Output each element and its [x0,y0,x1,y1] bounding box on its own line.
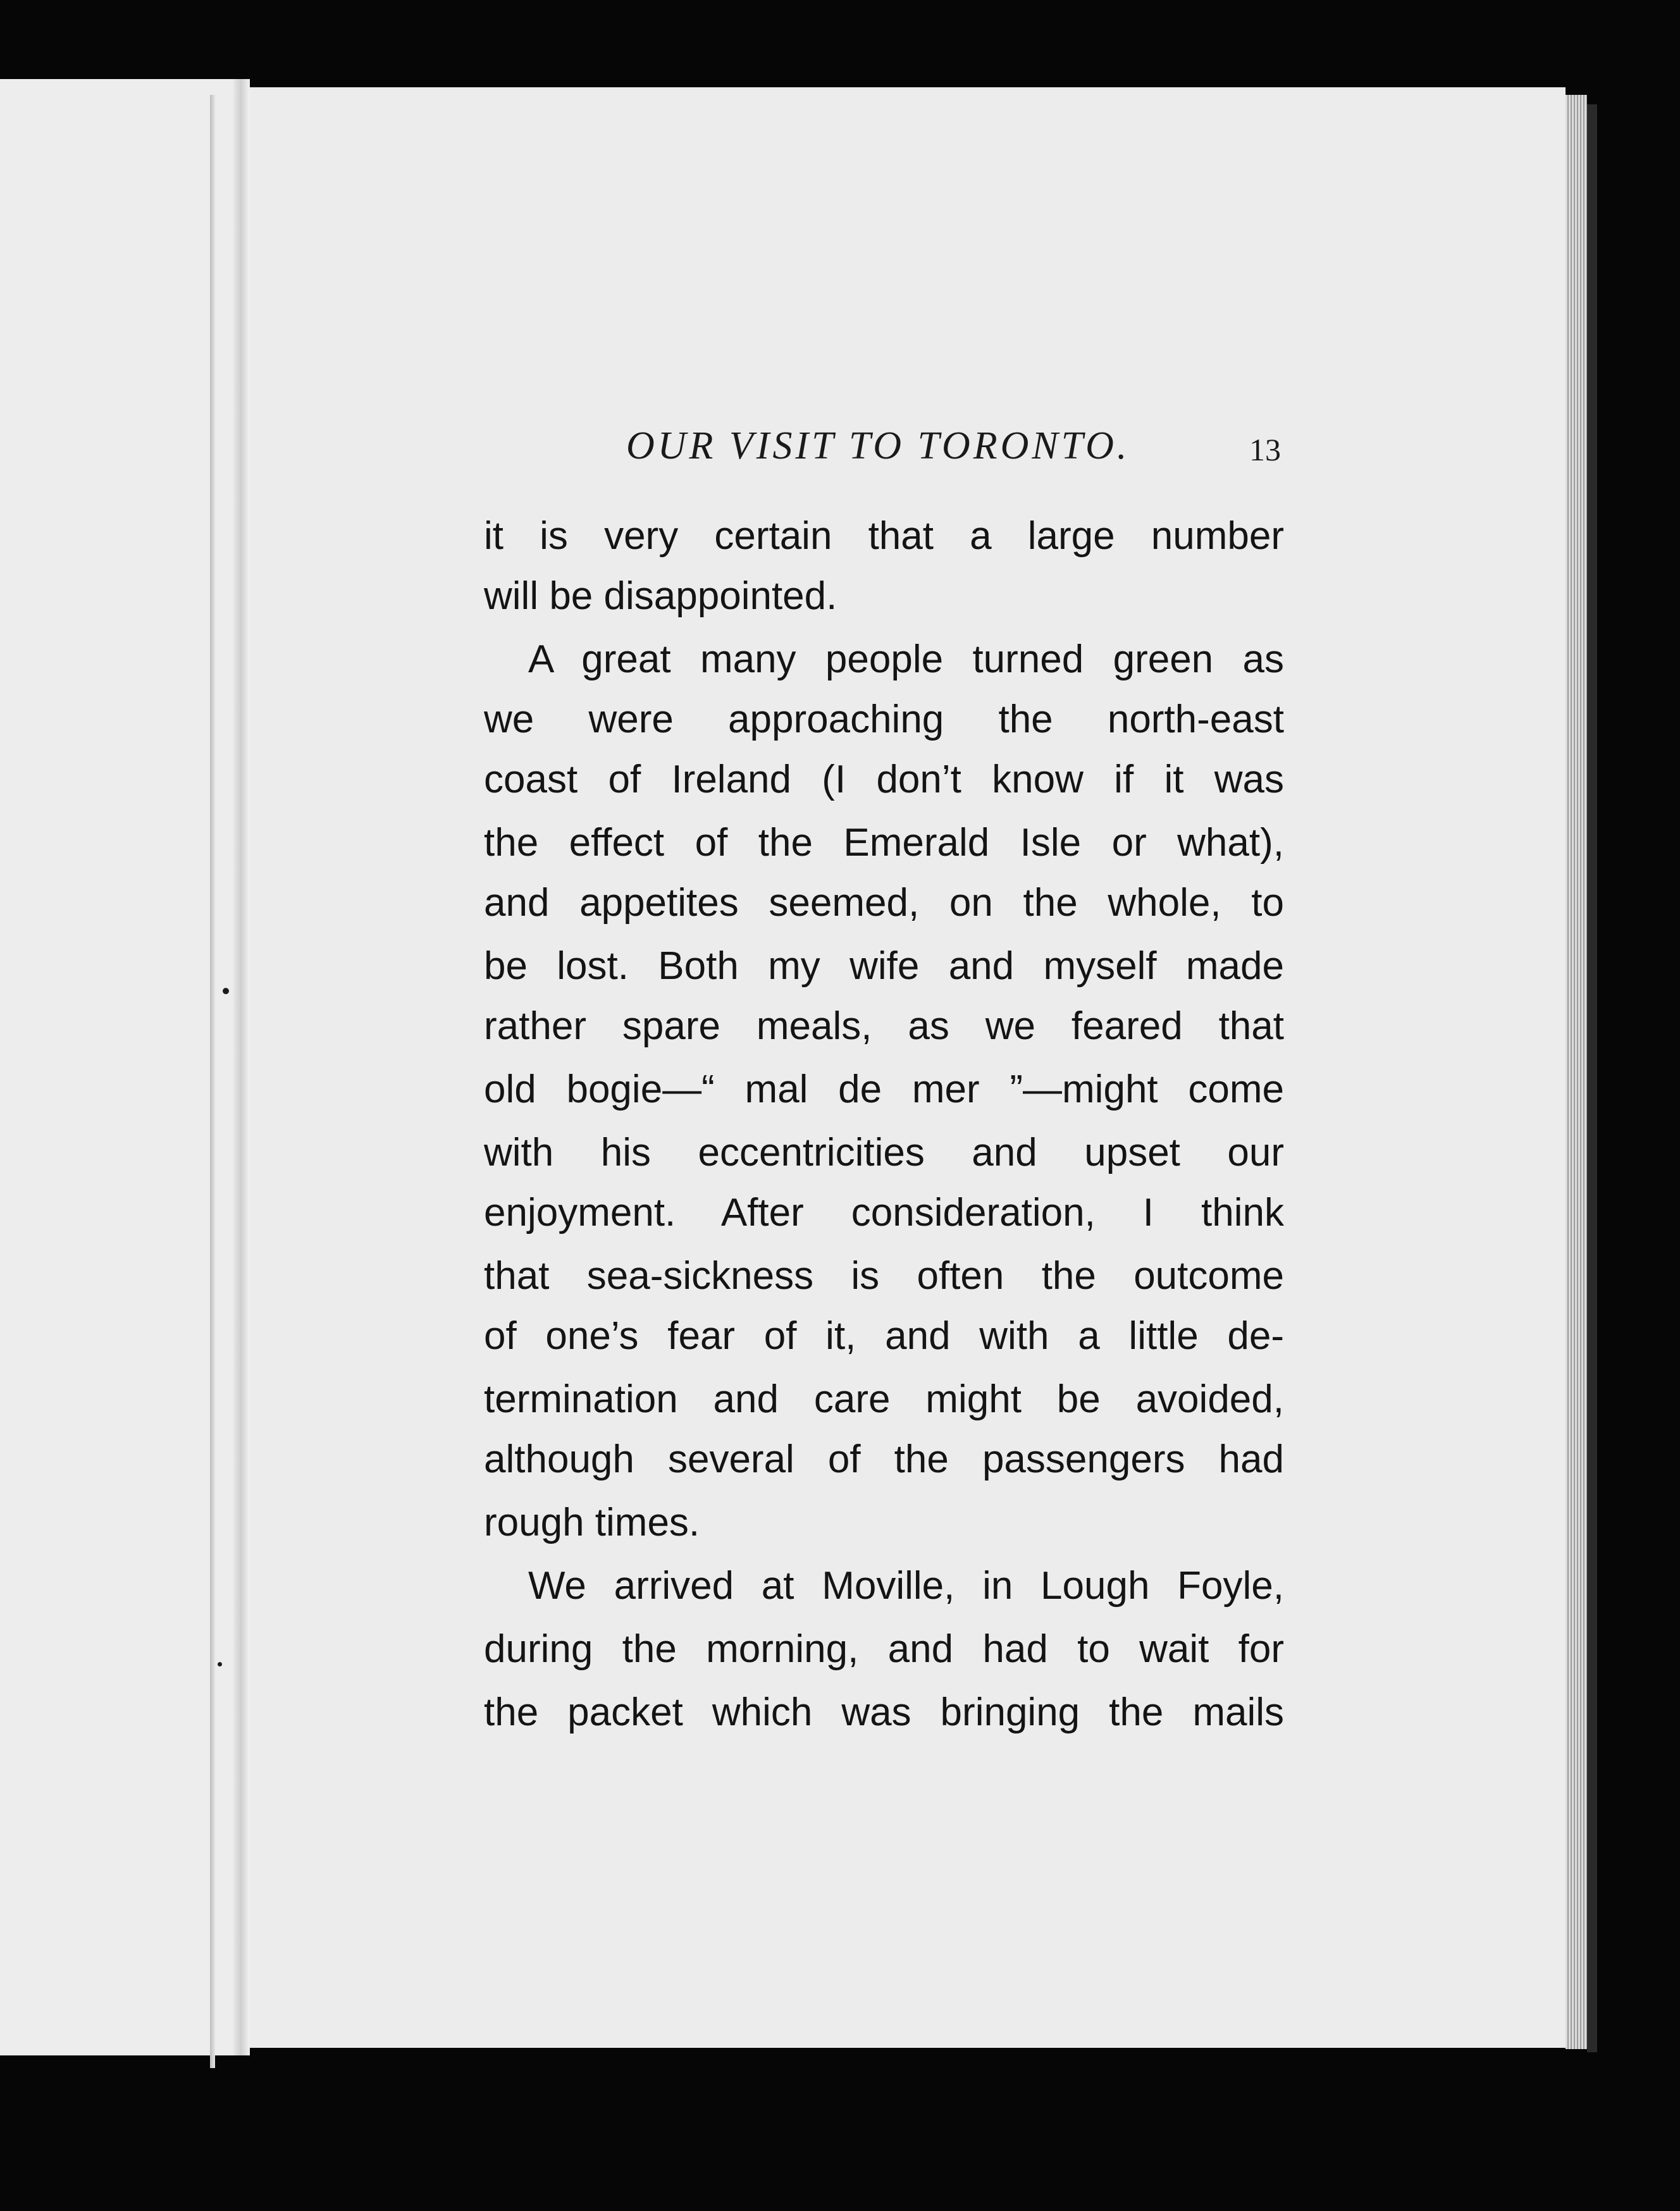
text-line: of one’s fear of it, and with a little de- [484,1314,1284,1358]
text-line: old bogie—“ mal de mer ”—might come [484,1068,1284,1111]
text-line: rather spare meals, as we feared that [484,1004,1284,1048]
scan-speck [218,1662,222,1666]
text-line: be lost. Both my wife and myself made [484,944,1284,988]
running-head: OUR VISIT TO TORONTO. [626,424,1130,467]
page-edge-stack [1566,95,1587,2049]
text-line: with his eccentricities and upset our [484,1131,1284,1174]
text-line: the effect of the Emerald Isle or what), [484,821,1284,865]
text-line: we were approaching the north-east [484,698,1284,741]
text-line: coast of Ireland (I don’t know if it was [484,758,1284,801]
text-line: rough times. [484,1501,700,1544]
text-line: during the morning, and had to wait for [484,1627,1284,1671]
text-line: and appetites seemed, on the whole, to [484,881,1284,925]
text-line: that sea-sickness is often the outcome [484,1254,1284,1298]
text-line: We arrived at Moville, in Lough Foyle, [528,1564,1284,1608]
text-line: enjoyment. After consideration, I think [484,1191,1284,1235]
book-cover-edge [1587,104,1597,2052]
text-line: termination and care might be avoided, [484,1377,1284,1421]
scan-speck [223,988,229,994]
gutter-shadow [210,95,215,2068]
text-line: it is very certain that a large number [484,514,1284,558]
text-line: A great many people turned green as [528,637,1284,681]
page-fold [233,79,250,2055]
text-line: will be disappointed. [484,574,837,618]
page-number: 13 [1249,432,1281,467]
text-line: the packet which was bringing the mails [484,1691,1284,1734]
text-line: although several of the passengers had [484,1438,1284,1481]
